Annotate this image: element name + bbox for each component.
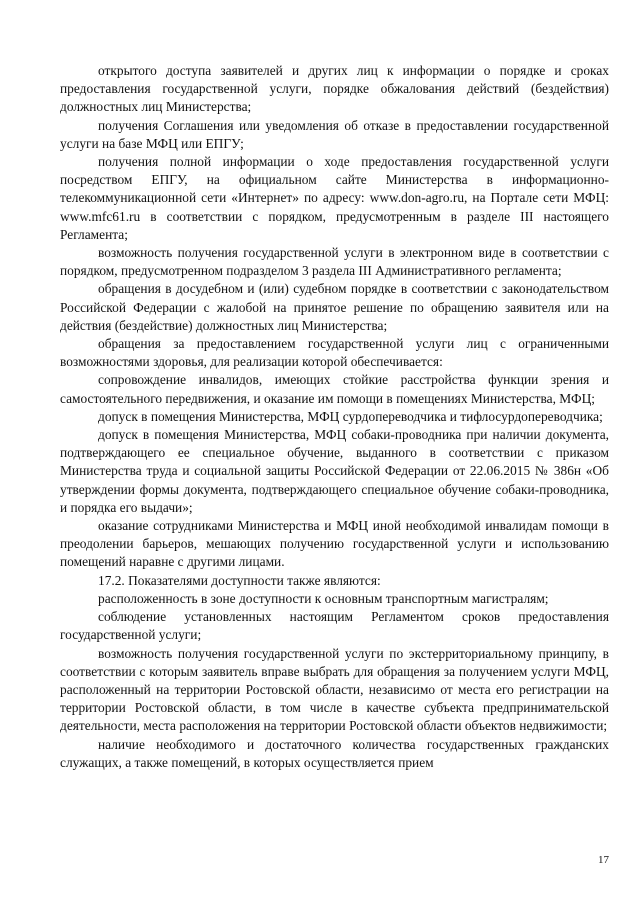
paragraph-2: получения Соглашения или уведомления об отказе в предоставлении государственной услуги на базе МФЦ или ЕПГУ;	[60, 117, 609, 151]
paragraph-3: получения полной информации о ходе предоставления государственной услуги посредством ЕПГУ, на официальном сайте Министерства в информационно-телекоммуникационной сети «Интернет» по адресу: www.don-agro.ru, на Портале сети МФЦ: www.mfc61.ru в соответствии с порядком, предусмотренным в разделе III настоящего Регламента;	[60, 154, 609, 242]
paragraph-7: сопровождение инвалидов, имеющих стойкие расстройства функции зрения и самостоятельного передвижения, и оказание им помощи в помещениях Министерства, МФЦ;	[60, 372, 609, 406]
paragraph-14: возможность получения государственной услуги по экстерриториальному принципу, в соответствии с которым заявитель вправе выбрать для обращения за получением услуги МФЦ, расположенный на территории Ростовской области, независимо от места его регистрации на территории Ростовской области, в том числе в качестве субъекта предпринимательской деятельности, места расположения на территории Ростовской области объектов недвижимости;	[60, 645, 609, 734]
paragraph-8: допуск в помещения Министерства, МФЦ сурдопереводчика и тифлосурдопереводчика;	[98, 408, 603, 424]
page-number: 17	[598, 854, 609, 866]
paragraph-10: оказание сотрудниками Министерства и МФЦ иной необходимой инвалидам помощи в преодолении барьеров, мешающих получению государственной услуги и использованию помещений наравне с другими лицами.	[60, 518, 609, 570]
body-text	[60, 62, 609, 772]
paragraph-9: допуск в помещения Министерства, МФЦ собаки-проводника при наличии документа, подтверждающего ее специальное обучение, выданного в соответствии с приказом Министерства труда и социальной защиты Российской Федерации от 22.06.2015 № 386н «Об утверждении формы документа, подтверждающего специальное обучение собаки-проводника, и порядка его выдачи»;	[60, 427, 609, 515]
paragraph-11: 17.2. Показателями доступности также являются:	[98, 572, 381, 588]
paragraph-12: расположенность в зоне доступности к основным транспортным магистралям;	[98, 590, 549, 606]
paragraph-6: обращения за предоставлением государственной услуги лиц с ограниченными возможностями здоровья, для реализации которой обеспечивается:	[60, 336, 609, 370]
paragraph-5: обращения в досудебном и (или) судебном порядке в соответствии с законодательством Российской Федерации с жалобой на принятое решение по обращению заявителя или на действия (бездействие) должностных лиц Министерства;	[60, 281, 609, 333]
paragraph-1: открытого доступа заявителей и других лиц к информации о порядке и сроках предоставления государственной услуги, порядке обжалования действий (бездействия) должностных лиц Министерства;	[60, 63, 609, 115]
paragraph-13: соблюдение установленных настоящим Регламентом сроков предоставления государственной услуги;	[60, 609, 609, 643]
paragraph-4: возможность получения государственной услуги в электронном виде в соответствии с порядком, предусмотренном подразделом 3 раздела III Административного регламента;	[60, 245, 609, 279]
paragraph-15: наличие необходимого и достаточного количества государственных гражданских служащих, а также помещений, в которых осуществляется прием	[60, 736, 609, 770]
